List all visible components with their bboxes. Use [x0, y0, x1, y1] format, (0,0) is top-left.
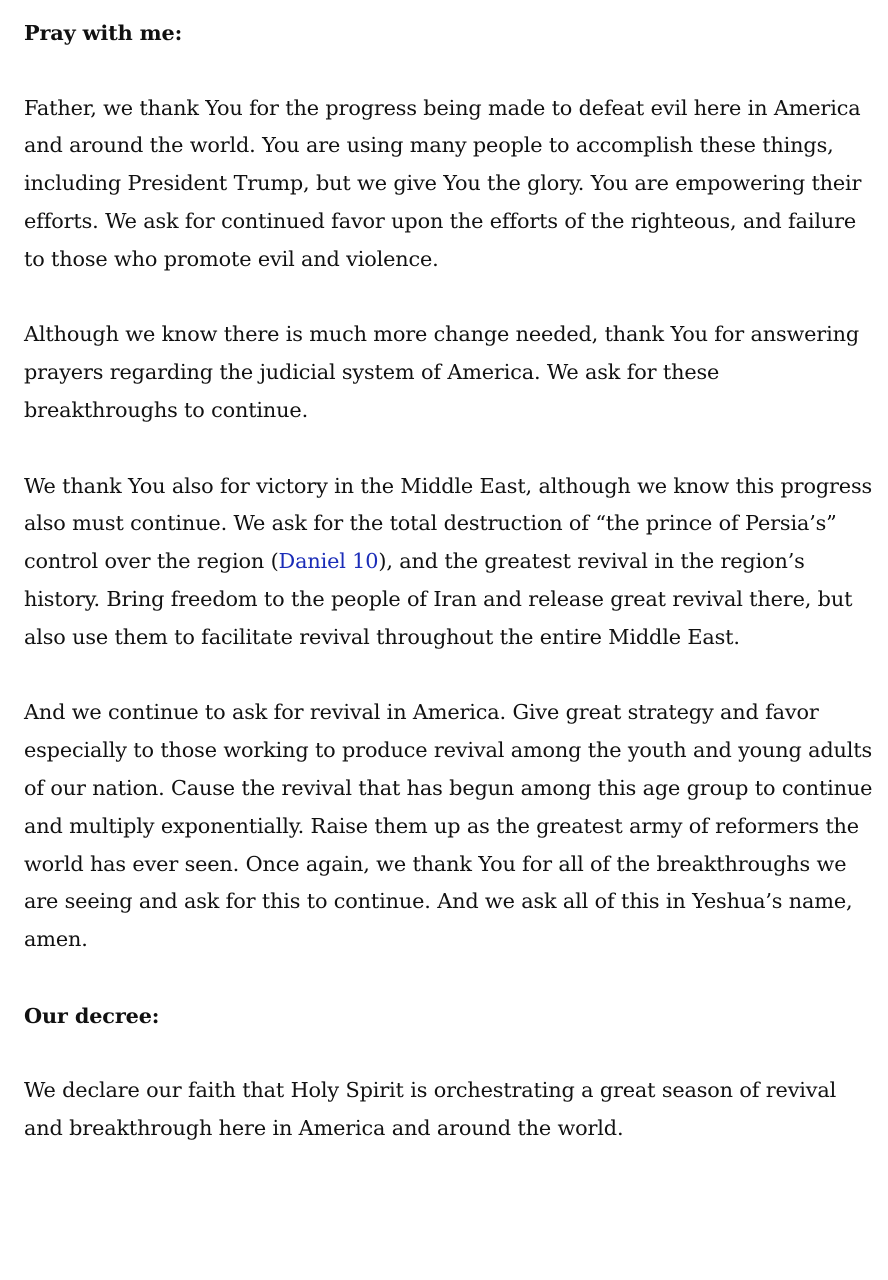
prayer-paragraph-3-text-after: ), and the greatest revival in the region’s history. Bring freedom to the people of Iran and release great revival there, but also use them to facilitate revival throughout the entire Middle East. [24, 549, 853, 649]
prayer-paragraph-3 [24, 468, 876, 657]
decree-paragraph-1: We declare our faith that Holy Spirit is orchestrating a great season of revival and breakthrough here in America and around the world. [24, 1078, 837, 1141]
prayer-paragraph-3-text-before: We thank You also for victory in the Middle East, although we know this progress also must continue. We ask for the total destruction of “the prince of Persia’s” control over the region ( [24, 473, 873, 574]
daniel-10-link[interactable]: Daniel 10 [278, 549, 379, 574]
decree-heading: Our decree: [24, 1002, 160, 1028]
prayer-paragraph-4: And we continue to ask for revival in America. Give great strategy and favor especially to those working to produce revival among the youth and young adults of our nation. Cause the revival that has begun among this age group to continue and multiply exponentially. Raise them up as the greatest army of reformers the world has ever seen. Once again, we thank You for all of the breakthroughs we are seeing and ask for this to continue. And we ask all of this in Yeshua’s name, amen. [24, 700, 873, 952]
article-body [24, 14, 876, 1186]
prayer-heading: Pray with me: [24, 20, 183, 45]
prayer-paragraph-1: Father, we thank You for the progress being made to defeat evil here in America and around the world. You are using many people to accomplish these things, including President Trump, but we give You the glory. You are empowering their efforts. We ask for continued favor upon the efforts of the righteous, and failure to those who promote evil and violence. [24, 95, 862, 271]
prayer-paragraph-2: Although we know there is much more change needed, thank You for answering prayers regarding the judicial system of America. We ask for these breakthroughs to continue. [24, 322, 860, 422]
